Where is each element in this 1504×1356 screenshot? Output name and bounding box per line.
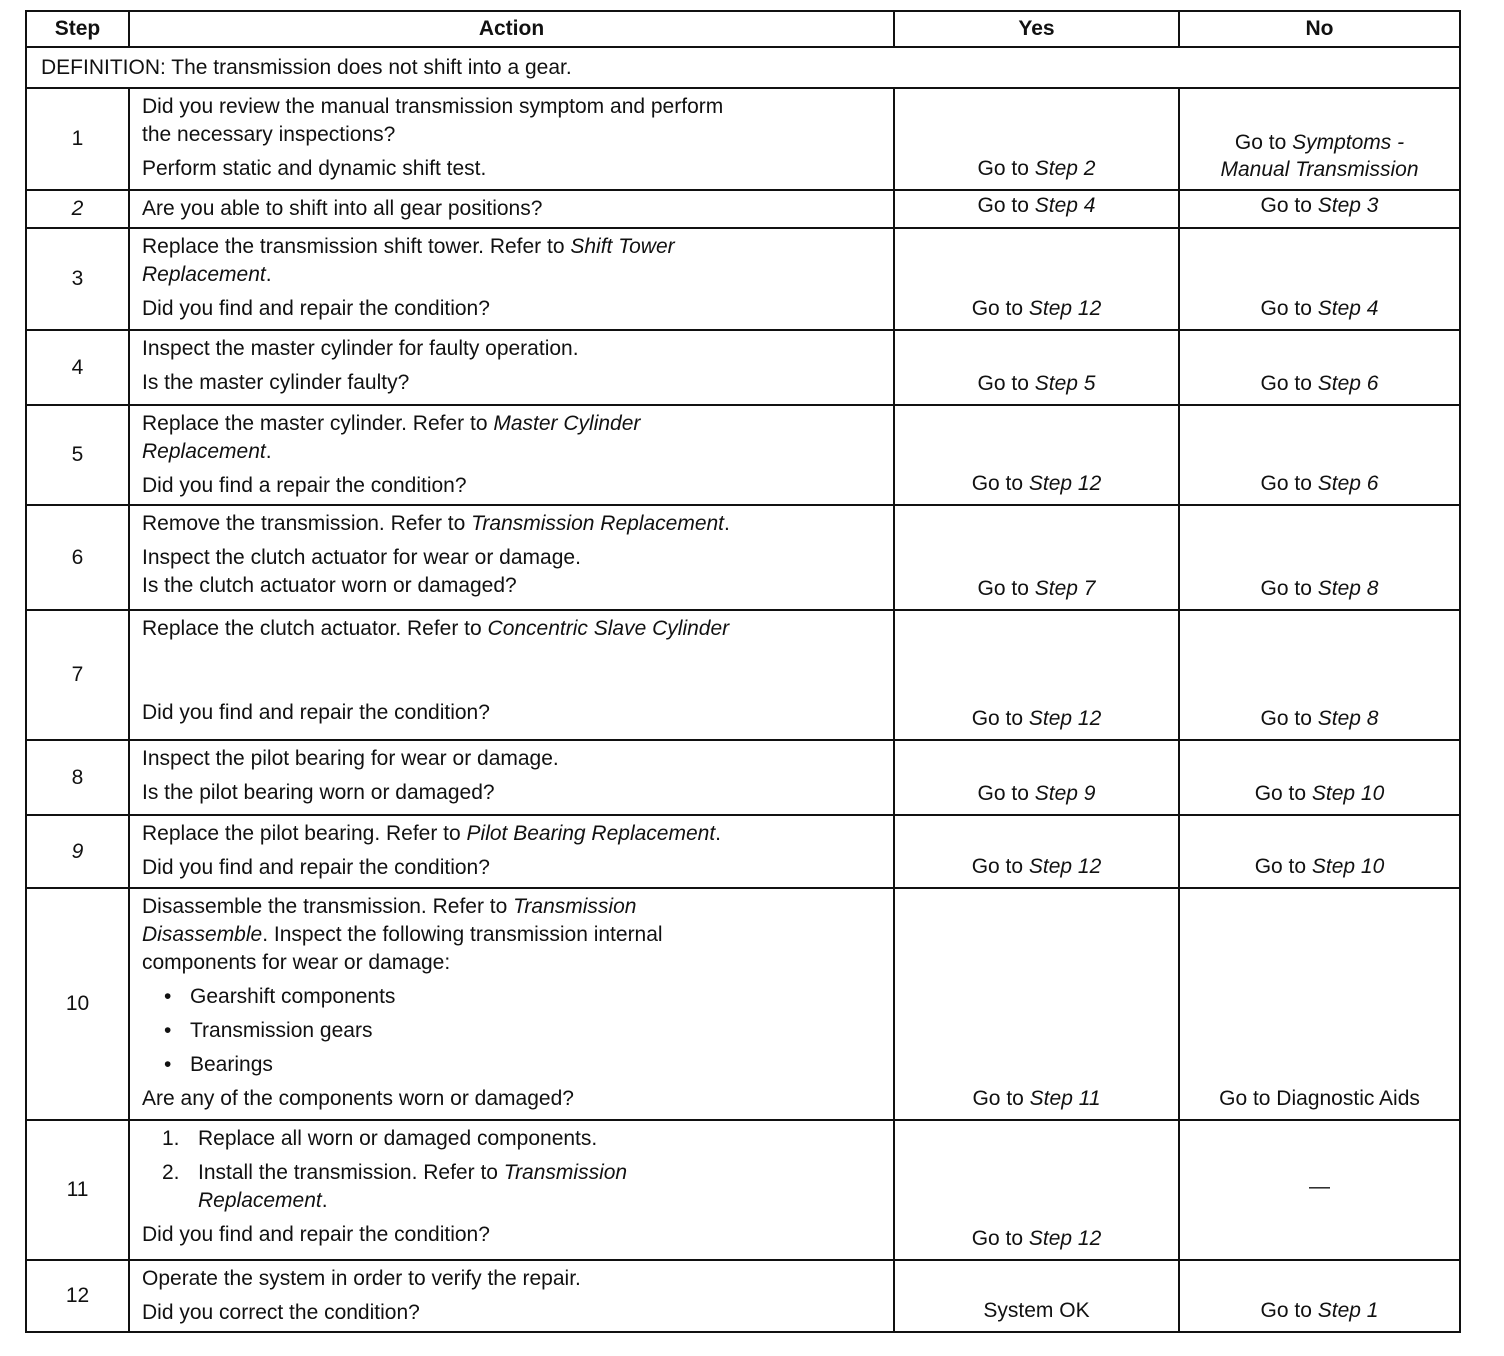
no-link[interactable]: Step 3 [1317,194,1379,217]
action-text-part: . [715,822,722,845]
yes-link[interactable]: Step 11 [1029,1087,1101,1110]
no-prefix: Go to [1260,194,1318,217]
no-cell[interactable] [1179,228,1460,330]
item-number: 2. [162,1161,180,1184]
action-text [142,820,881,848]
no-cell[interactable] [1179,740,1460,815]
action-cell [129,88,894,190]
no-cell[interactable] [1179,88,1460,190]
step-number: 4 [26,330,129,405]
yes-prefix: Go to [971,297,1029,320]
no-link[interactable]: Step 1 [1317,1299,1379,1322]
action-ref[interactable]: Concentric Slave Cylinder [487,617,730,640]
yes-cell[interactable] [894,888,1179,1120]
action-text: the necessary inspections? [142,123,396,146]
no-cell[interactable] [1179,1260,1460,1332]
no-prefix: Go to [1254,855,1312,878]
action-text-part: Replace the master cylinder. Refer to [142,412,494,435]
yes-prefix: Go to [971,472,1029,495]
action-text: Is the master cylinder faulty? [142,371,410,394]
action-ref[interactable]: Replacement [142,263,266,286]
definition: DEFINITION: The transmission does not shift into a gear. [26,47,1460,88]
action-cell [129,228,894,330]
no-link[interactable]: Step 10 [1311,855,1385,878]
yes-prefix: Go to [977,157,1035,180]
yes-prefix: Go to [972,1087,1030,1110]
step-number: 10 [26,888,129,1120]
yes-link[interactable]: Step 12 [1028,855,1102,878]
yes-prefix: Go to [977,194,1035,217]
no-link[interactable]: Step 8 [1317,707,1379,730]
table-row [26,610,1460,740]
header-row [26,11,1460,47]
no-prefix: Go to [1260,372,1318,395]
yes-cell[interactable] [894,505,1179,610]
no-link[interactable]: Step 6 [1317,372,1379,395]
yes-prefix: Go to [971,707,1029,730]
no-cell[interactable] [1179,610,1460,740]
table-row [26,190,1460,228]
action-text: Did you correct the condition? [142,1301,420,1324]
action-cell [129,610,894,740]
action-text-part: Replace the clutch actuator. Refer to [142,617,488,640]
table-row [26,330,1460,405]
action-text: components for wear or damage: [142,951,451,974]
step-number [26,190,129,228]
action-text: Are any of the components worn or damaged? [142,1087,574,1110]
yes-link[interactable]: Step 9 [1034,782,1096,805]
action-ref[interactable]: Disassemble [142,923,263,946]
no-cell[interactable] [1179,405,1460,505]
table-row [26,888,1460,1120]
action-cell [129,740,894,815]
action-ref[interactable]: Transmission [513,895,637,918]
no-link[interactable]: Step 8 [1317,577,1379,600]
yes-link[interactable]: Step 4 [1034,194,1096,217]
yes-cell[interactable] [894,330,1179,405]
action-text: Inspect the master cylinder for faulty operation. [142,337,579,360]
yes-link[interactable]: Step 5 [1034,372,1096,395]
yes-prefix: Go to [977,782,1035,805]
bullet-item: • Gearshift components [142,983,881,1011]
item-text: Install the transmission. Refer to [198,1161,504,1184]
no-prefix: Go to [1260,707,1318,730]
header-no: No [1179,11,1460,47]
table-row [26,88,1460,190]
action-text: Did you find and repair the condition? [142,297,490,320]
step-number-text: 9 [71,839,84,863]
header-action: Action [129,11,894,47]
action-text-part: . [265,263,272,286]
no-link[interactable]: Step 4 [1317,297,1379,320]
action-ref[interactable]: Shift Tower [570,235,675,258]
no-cell[interactable] [1179,190,1460,228]
definition-row [26,47,1460,88]
action-text: Did you find and repair the condition? [142,856,490,879]
item-number: 1. [162,1127,180,1150]
action-text: Is the pilot bearing worn or damaged? [142,781,495,804]
table-row [26,815,1460,888]
action-text-part: Remove the transmission. Refer to [142,512,472,535]
yes-prefix: Go to [977,372,1035,395]
action-text [142,233,881,261]
no-link[interactable]: Symptoms - [1292,131,1405,154]
yes-cell[interactable] [894,815,1179,888]
yes-cell[interactable] [894,405,1179,505]
action-text [142,893,881,921]
yes-cell[interactable] [894,228,1179,330]
action-cell [129,888,894,1120]
no-dash: — [1309,1175,1330,1198]
numbered-item [142,1159,881,1187]
action-ref[interactable]: Transmission Replacement [471,512,725,535]
step-number [26,815,129,888]
action-cell [129,1260,894,1332]
action-ref[interactable]: Transmission [503,1161,628,1184]
action-text: Did you review the manual transmission symptom and perform [142,95,724,118]
no-prefix: Go to [1234,131,1293,154]
no-link[interactable]: Step 10 [1311,782,1385,805]
action-text-part: Replace the transmission shift tower. Refer to [142,235,571,258]
step-number: 3 [26,228,129,330]
item-text: Replace all worn or damaged components. [198,1127,598,1150]
yes-prefix: Go to [971,855,1029,878]
no-cell[interactable] [1179,815,1460,888]
numbered-item-continued [142,1187,881,1215]
action-text [142,921,881,949]
action-text [142,510,881,538]
step-number: 6 [26,505,129,610]
step-number: 12 [26,1260,129,1332]
no-prefix: Go to [1260,297,1318,320]
step-number: 8 [26,740,129,815]
action-text: Perform static and dynamic shift test. [142,157,487,180]
action-text: Inspect the clutch actuator for wear or damage. [142,546,581,569]
table-row [26,228,1460,330]
action-text: Inspect the pilot bearing for wear or damage. [142,747,559,770]
yes-cell[interactable] [894,190,1179,228]
action-text-part: Disassemble the transmission. Refer to [142,895,514,918]
action-text: Did you find a repair the condition? [142,474,467,497]
action-text-part: . [265,440,272,463]
action-ref[interactable]: Replacement [198,1189,322,1212]
action-cell [129,190,894,228]
yes-link[interactable]: Step 7 [1034,577,1096,600]
action-text [142,410,881,438]
yes-text: System OK [983,1299,1090,1322]
yes-cell[interactable] [894,88,1179,190]
action-text-part: . [724,512,730,535]
yes-link[interactable]: Step 12 [1028,1227,1102,1250]
action-text: Are you able to shift into all gear positions? [142,197,543,220]
action-text: Did you find and repair the condition? [142,1223,490,1246]
table-row [26,505,1460,610]
action-cell [129,815,894,888]
yes-prefix: Go to [971,1227,1029,1250]
no-cell[interactable] [1179,330,1460,405]
bullet-item: • Bearings [142,1051,881,1079]
step-number: 11 [26,1120,129,1260]
no-link-continued[interactable]: Manual Transmission [1220,158,1419,181]
step-number: 1 [26,88,129,190]
yes-cell[interactable] [894,740,1179,815]
table-row [26,1120,1460,1260]
table-row [26,405,1460,505]
action-text-part: . Inspect the following transmission internal [262,923,663,946]
step-number-text: 2 [71,197,84,220]
no-prefix: Go to [1260,1299,1318,1322]
action-text: Did you find and repair the condition? [142,701,490,724]
yes-link[interactable]: Step 12 [1028,472,1102,495]
action-cell [129,405,894,505]
step-number: 7 [26,610,129,740]
yes-cell[interactable] [894,610,1179,740]
yes-link[interactable]: Step 12 [1028,707,1102,730]
yes-cell[interactable] [894,1120,1179,1260]
action-cell [129,505,894,610]
no-cell [1179,1120,1460,1260]
table-row [26,1260,1460,1332]
diagnostic-table [25,10,1461,1333]
no-cell[interactable] [1179,505,1460,610]
no-text[interactable]: Go to Diagnostic Aids [1219,1087,1420,1110]
step-number: 5 [26,405,129,505]
bullet-item: • Transmission gears [142,1017,881,1045]
action-text: Is the clutch actuator worn or damaged? [142,574,517,597]
header-yes: Yes [894,11,1179,47]
yes-link[interactable]: Step 2 [1034,157,1096,180]
action-ref[interactable]: Master Cylinder [493,412,641,435]
action-text-part: Replace the pilot bearing. Refer to [142,822,467,845]
yes-cell [894,1260,1179,1332]
no-prefix: Go to [1254,782,1312,805]
no-cell[interactable] [1179,888,1460,1120]
table-row [26,740,1460,815]
no-link[interactable]: Step 6 [1317,472,1379,495]
no-prefix: Go to [1260,577,1318,600]
yes-link[interactable]: Step 12 [1028,297,1102,320]
yes-prefix: Go to [977,577,1035,600]
action-cell [129,1120,894,1260]
action-text [142,438,881,466]
no-prefix: Go to [1260,472,1318,495]
action-ref[interactable]: Replacement [142,440,266,463]
action-text: Operate the system in order to verify the repair. [142,1267,581,1290]
numbered-item [142,1125,881,1153]
action-cell [129,330,894,405]
action-ref[interactable]: Pilot Bearing Replacement [466,822,716,845]
action-text [142,615,881,643]
item-text: . [321,1189,328,1212]
header-step: Step [26,11,129,47]
action-text [142,261,881,289]
